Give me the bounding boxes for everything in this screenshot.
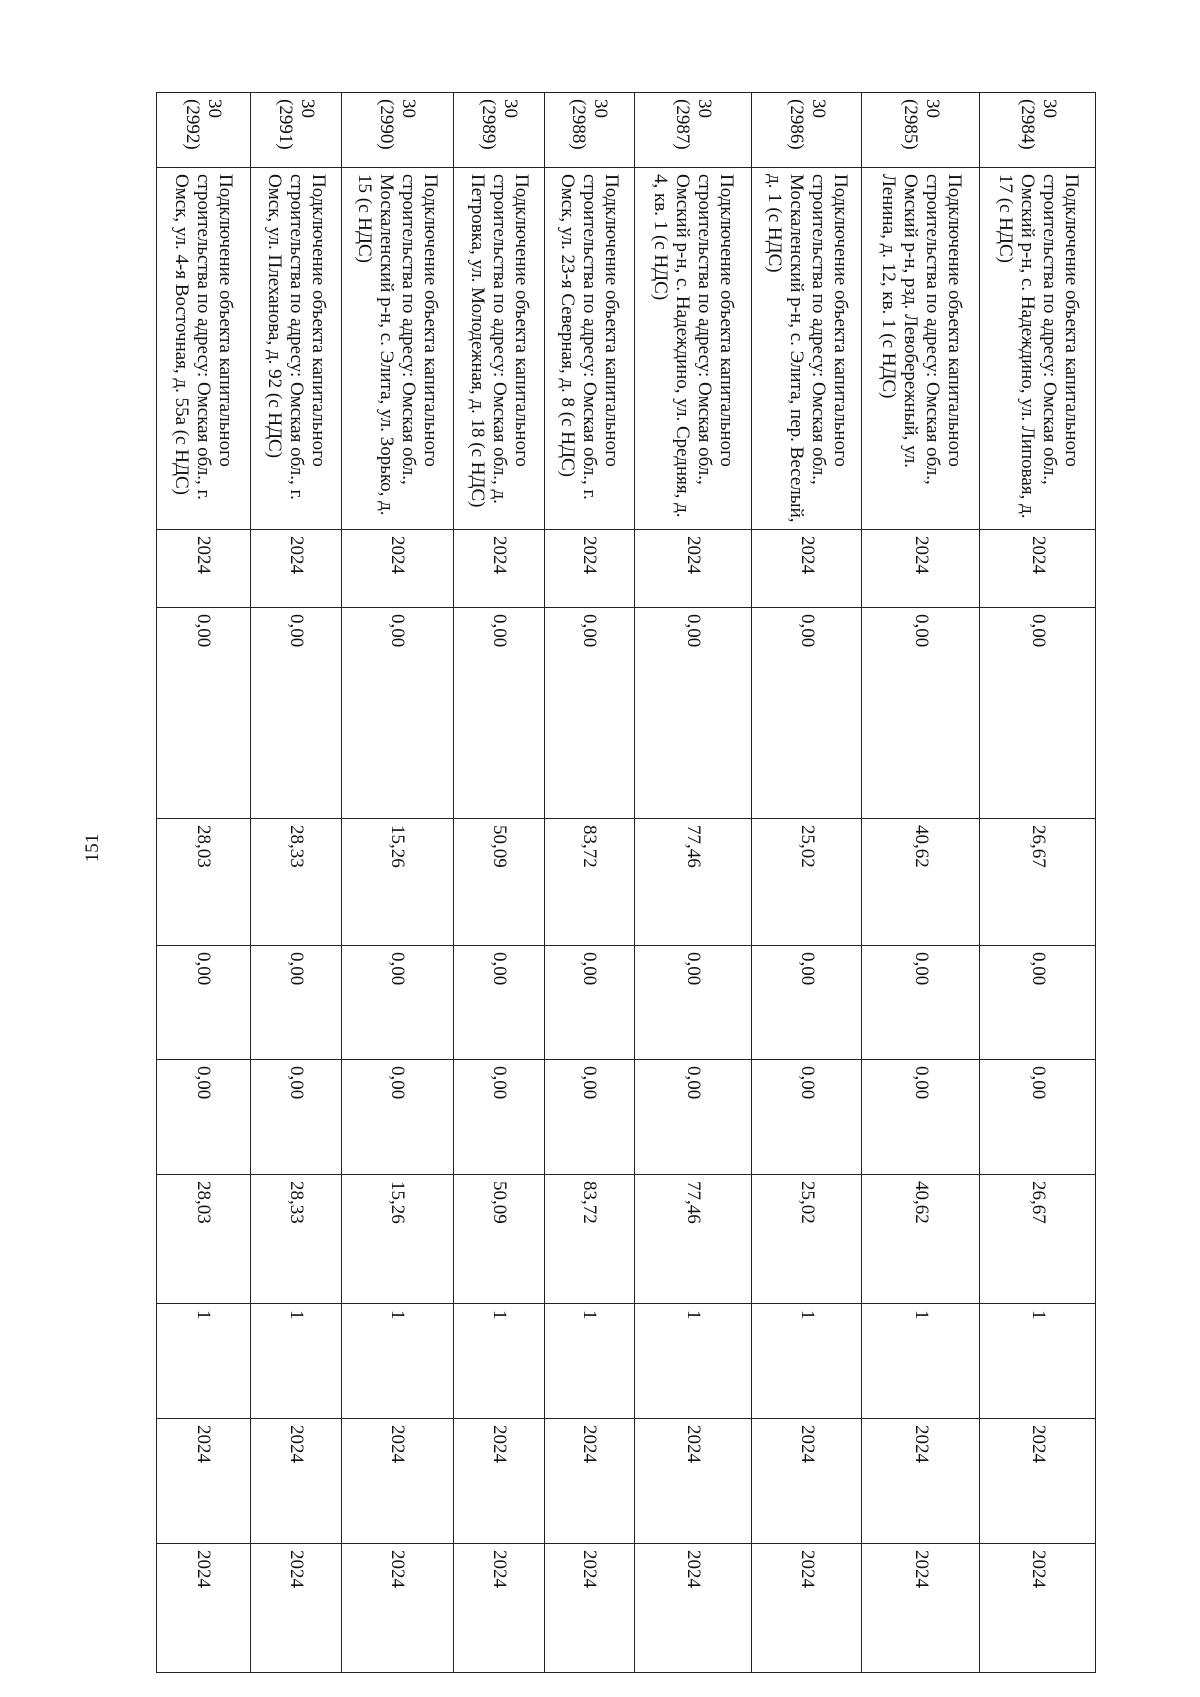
cell-description: Подключение объекта капитального строительства по адресу: Омская обл., г. Омск, ул. Плеханова, д. 92 (с НДС)	[250, 168, 341, 530]
cell-description: Подключение объекта капитального строительства по адресу: Омская обл., д. Петровка, ул. Молодежная, д. 18 (с НДС)	[454, 168, 545, 530]
table-row	[752, 93, 862, 1673]
cell-year: 2024	[752, 530, 862, 608]
cell-year: 2024	[635, 530, 752, 608]
table-row	[862, 93, 980, 1673]
cell-value-3: 0,00	[752, 946, 862, 1060]
cell-year-start: 2024	[544, 1419, 635, 1544]
row-number-code: (2990)	[376, 99, 398, 150]
cell-year: 2024	[454, 530, 545, 608]
cell-year: 2024	[250, 530, 341, 608]
row-number-main: 30	[499, 99, 521, 118]
row-number-main: 30	[204, 99, 226, 118]
cell-year-start: 2024	[341, 1419, 453, 1544]
table-row	[980, 93, 1096, 1673]
cell-year-start: 2024	[250, 1419, 341, 1544]
cell-count: 1	[752, 1304, 862, 1419]
cell-description: Подключение объекта капитального строительства по адресу: Омская обл., г. Омск, ул. 23-я Северная, д. 8 (с НДС)	[544, 168, 635, 530]
cell-count: 1	[341, 1304, 453, 1419]
cell-value-1: 0,00	[635, 608, 752, 819]
row-number-code: (2988)	[568, 99, 590, 150]
cell-row-number	[752, 93, 862, 168]
cell-value-2: 40,62	[862, 819, 980, 946]
cell-value-5: 28,03	[157, 1175, 251, 1304]
cell-year-end: 2024	[635, 1544, 752, 1673]
row-number-main: 30	[807, 99, 829, 118]
cell-value-3: 0,00	[862, 946, 980, 1060]
cell-value-4: 0,00	[635, 1060, 752, 1175]
cell-row-number	[454, 93, 545, 168]
row-number-code: (2992)	[182, 99, 204, 150]
cell-value-4: 0,00	[752, 1060, 862, 1175]
cell-row-number	[980, 93, 1096, 168]
row-number-main: 30	[694, 99, 716, 118]
cell-year-end: 2024	[752, 1544, 862, 1673]
cell-value-1: 0,00	[752, 608, 862, 819]
cell-value-2: 77,46	[635, 819, 752, 946]
cell-year-start: 2024	[157, 1419, 251, 1544]
cell-year-start: 2024	[454, 1419, 545, 1544]
cell-value-5: 77,46	[635, 1175, 752, 1304]
cell-value-4: 0,00	[544, 1060, 635, 1175]
cell-description: Подключение объекта капитального строительства по адресу: Омская обл., Омский р-н, рзд. Левобережный, ул. Ленина, д. 12, кв. 1 (с НДС)	[862, 168, 980, 530]
cell-row-number	[862, 93, 980, 168]
cell-value-2: 83,72	[544, 819, 635, 946]
cell-value-1: 0,00	[250, 608, 341, 819]
cell-year-end: 2024	[341, 1544, 453, 1673]
row-number-code: (2986)	[785, 99, 807, 150]
cell-value-1: 0,00	[454, 608, 545, 819]
cell-row-number	[544, 93, 635, 168]
cell-value-2: 28,33	[250, 819, 341, 946]
cell-value-1: 0,00	[980, 608, 1096, 819]
row-number-code: (2984)	[1016, 99, 1038, 150]
cell-value-4: 0,00	[250, 1060, 341, 1175]
table-container	[156, 92, 1096, 1672]
cell-value-5: 25,02	[752, 1175, 862, 1304]
cell-year-start: 2024	[752, 1419, 862, 1544]
row-number-code: (2987)	[672, 99, 694, 150]
cell-year-end: 2024	[862, 1544, 980, 1673]
row-number-code: (2985)	[899, 99, 921, 150]
row-number-main: 30	[398, 99, 420, 118]
cell-value-5: 50,09	[454, 1175, 545, 1304]
table-row	[454, 93, 545, 1673]
cell-value-3: 0,00	[157, 946, 251, 1060]
cell-row-number	[635, 93, 752, 168]
cell-year: 2024	[157, 530, 251, 608]
cell-count: 1	[250, 1304, 341, 1419]
cell-description: Подключение объекта капитального строительства по адресу: Омская обл., г. Омск, ул. 4-я Восточная, д. 55а (с НДС)	[157, 168, 251, 530]
cell-value-1: 0,00	[862, 608, 980, 819]
cell-value-5: 15,26	[341, 1175, 453, 1304]
cell-value-4: 0,00	[454, 1060, 545, 1175]
cell-value-4: 0,00	[341, 1060, 453, 1175]
cell-year: 2024	[980, 530, 1096, 608]
cell-row-number	[250, 93, 341, 168]
cell-value-2: 25,02	[752, 819, 862, 946]
cell-count: 1	[635, 1304, 752, 1419]
cell-count: 1	[980, 1304, 1096, 1419]
cell-year-end: 2024	[544, 1544, 635, 1673]
row-number-main: 30	[590, 99, 612, 118]
cell-year-end: 2024	[454, 1544, 545, 1673]
table-row	[341, 93, 453, 1673]
cell-description: Подключение объекта капитального строительства по адресу: Омская обл., Омский р-н, с. Надеждино, ул. Липовая, д. 17 (с НДС)	[980, 168, 1096, 530]
cell-value-3: 0,00	[544, 946, 635, 1060]
cell-row-number	[341, 93, 453, 168]
cell-description: Подключение объекта капитального строительства по адресу: Омская обл., Москаленский р-н, с. Элита, пер. Веселый, д. 1 (с НДС)	[752, 168, 862, 530]
cell-year: 2024	[544, 530, 635, 608]
cell-value-1: 0,00	[341, 608, 453, 819]
cell-year-start: 2024	[635, 1419, 752, 1544]
cell-year-start: 2024	[862, 1419, 980, 1544]
cell-value-1: 0,00	[157, 608, 251, 819]
cell-value-5: 83,72	[544, 1175, 635, 1304]
cell-count: 1	[454, 1304, 545, 1419]
table-row	[250, 93, 341, 1673]
cell-value-3: 0,00	[454, 946, 545, 1060]
row-number-main: 30	[921, 99, 943, 118]
cell-year-end: 2024	[980, 1544, 1096, 1673]
cell-value-1: 0,00	[544, 608, 635, 819]
cell-value-4: 0,00	[980, 1060, 1096, 1175]
table-row	[635, 93, 752, 1673]
cell-description: Подключение объекта капитального строительства по адресу: Омская обл., Москаленский р-н, с. Элита, ул. Зорько, д. 15 (с НДС)	[341, 168, 453, 530]
row-number-code: (2991)	[274, 99, 296, 150]
table-body	[157, 93, 1096, 1673]
cell-year-end: 2024	[250, 1544, 341, 1673]
projects-table	[156, 92, 1096, 1673]
row-number-main: 30	[1038, 99, 1060, 118]
table-row	[157, 93, 251, 1673]
cell-year: 2024	[341, 530, 453, 608]
cell-count: 1	[862, 1304, 980, 1419]
cell-value-4: 0,00	[862, 1060, 980, 1175]
cell-value-5: 40,62	[862, 1175, 980, 1304]
cell-value-4: 0,00	[157, 1060, 251, 1175]
cell-description: Подключение объекта капитального строительства по адресу: Омская обл., Омский р-н, с. Надеждино, ул. Средняя, д. 4, кв. 1 (с НДС)	[635, 168, 752, 530]
cell-row-number	[157, 93, 251, 168]
cell-value-2: 15,26	[341, 819, 453, 946]
cell-count: 1	[544, 1304, 635, 1419]
row-number-code: (2989)	[477, 99, 499, 150]
cell-year-end: 2024	[157, 1544, 251, 1673]
cell-value-3: 0,00	[341, 946, 453, 1060]
cell-value-2: 26,67	[980, 819, 1096, 946]
cell-value-3: 0,00	[250, 946, 341, 1060]
row-number-main: 30	[296, 99, 318, 118]
cell-value-3: 0,00	[980, 946, 1096, 1060]
cell-value-2: 50,09	[454, 819, 545, 946]
cell-count: 1	[157, 1304, 251, 1419]
cell-year-start: 2024	[980, 1419, 1096, 1544]
cell-value-3: 0,00	[635, 946, 752, 1060]
cell-year: 2024	[862, 530, 980, 608]
cell-value-2: 28,03	[157, 819, 251, 946]
table-row	[544, 93, 635, 1673]
cell-value-5: 26,67	[980, 1175, 1096, 1304]
page-number: 151	[82, 833, 103, 863]
cell-value-5: 28,33	[250, 1175, 341, 1304]
